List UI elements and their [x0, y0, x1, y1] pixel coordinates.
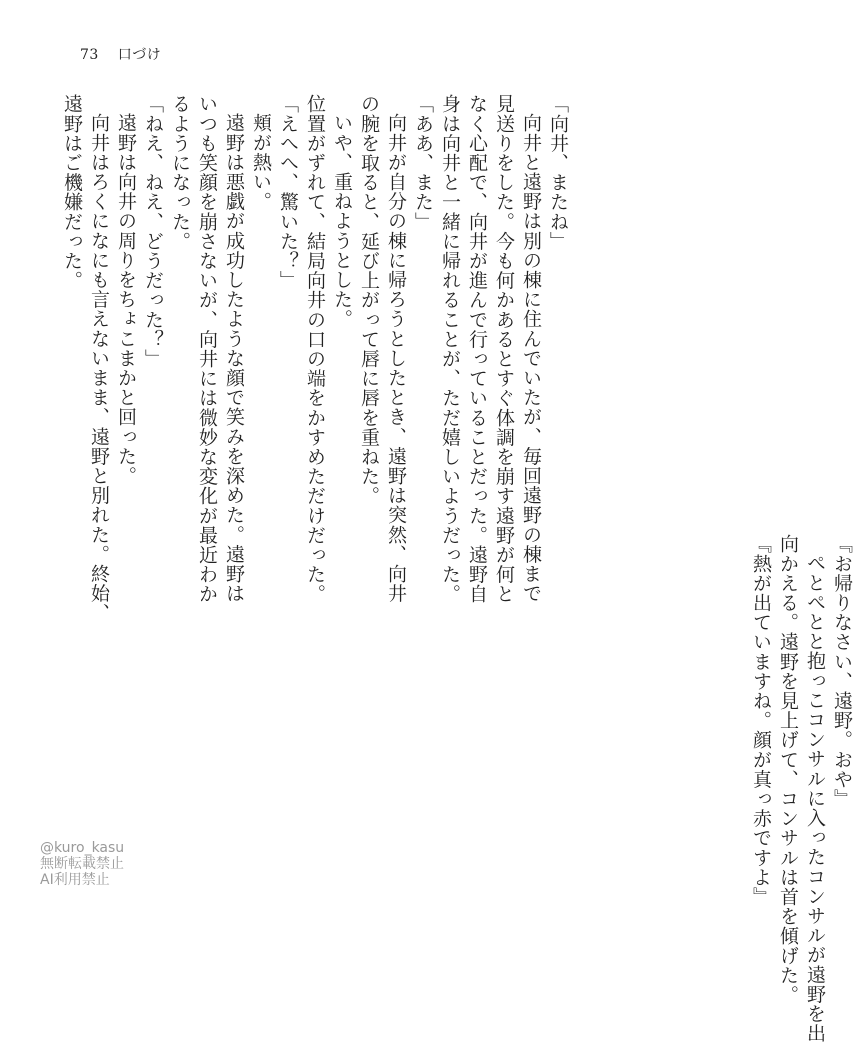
text-line: 見送りをした。今も何かあるとすぐ体調を崩す遠野が何と [493, 94, 515, 604]
text-line: 『お帰りなさい、遠野。おや』 [831, 534, 853, 809]
watermark-no-ai: AI利用禁止 [40, 872, 110, 888]
text-line: 遠野は悪戯が成功したような顔で笑みを深めた。遠野は [223, 113, 245, 603]
text-line: 位置がずれて、結局向井の口の端をかすめただけだった。 [304, 94, 326, 604]
text-line: 「ああ、また」 [412, 94, 434, 232]
text-line: 向井と遠野は別の棟に住んでいたが、毎回遠野の棟まで [520, 113, 542, 603]
text-line: 「えへへ、驚いた？」 [277, 94, 299, 290]
text-line: 向井はろくになにも言えないまま、遠野と別れた。終始、 [88, 113, 110, 623]
text-line: 「ねえ、ねえ、どうだった？」 [142, 94, 164, 369]
chapter-title: 口づけ [117, 47, 162, 63]
text-line: 「向井、またね」 [547, 94, 569, 251]
text-line: なく心配で、向井が進んで行っていることだった。遠野自 [466, 94, 488, 604]
text-line: 向井が自分の棟に帰ろうとしたとき、遠野は突然、向井 [385, 113, 407, 603]
text-line: るようになった。 [169, 94, 191, 251]
watermark [40, 840, 124, 888]
upper-text-block [58, 94, 571, 960]
watermark-handle: @kuro_kasu [40, 840, 125, 856]
text-line: 遠野は向井の周りをちょこまかと回った。 [115, 113, 137, 486]
page-number: 73 [80, 47, 99, 63]
text-line: いや、重ねようとした。 [331, 113, 353, 329]
text-line: 『熱が出ていますね。顔が真っ赤ですよ』 [750, 534, 772, 907]
lower-text-block [747, 534, 855, 1043]
text-line: 向かえる。遠野を見上げて、コンサルは首を傾げた。 [777, 534, 799, 1005]
text-line: 身は向井と一緒に帰れることが、ただ嬉しいようだった。 [439, 94, 461, 604]
watermark-no-reprint: 無断転載禁止 [40, 856, 124, 872]
text-line: いつも笑顔を崩さないが、向井には微妙な変化が最近わか [196, 94, 218, 604]
text-line: ぺとぺとと抱っこコンサルに入ったコンサルが遠野を出 [804, 553, 826, 1043]
text-line: 遠野はご機嫌だった。 [61, 94, 83, 290]
text-line: の腕を取ると、延び上がって唇に唇を重ねた。 [358, 94, 380, 506]
text-line: 頬が熱い。 [250, 113, 272, 211]
page-header [80, 44, 161, 64]
